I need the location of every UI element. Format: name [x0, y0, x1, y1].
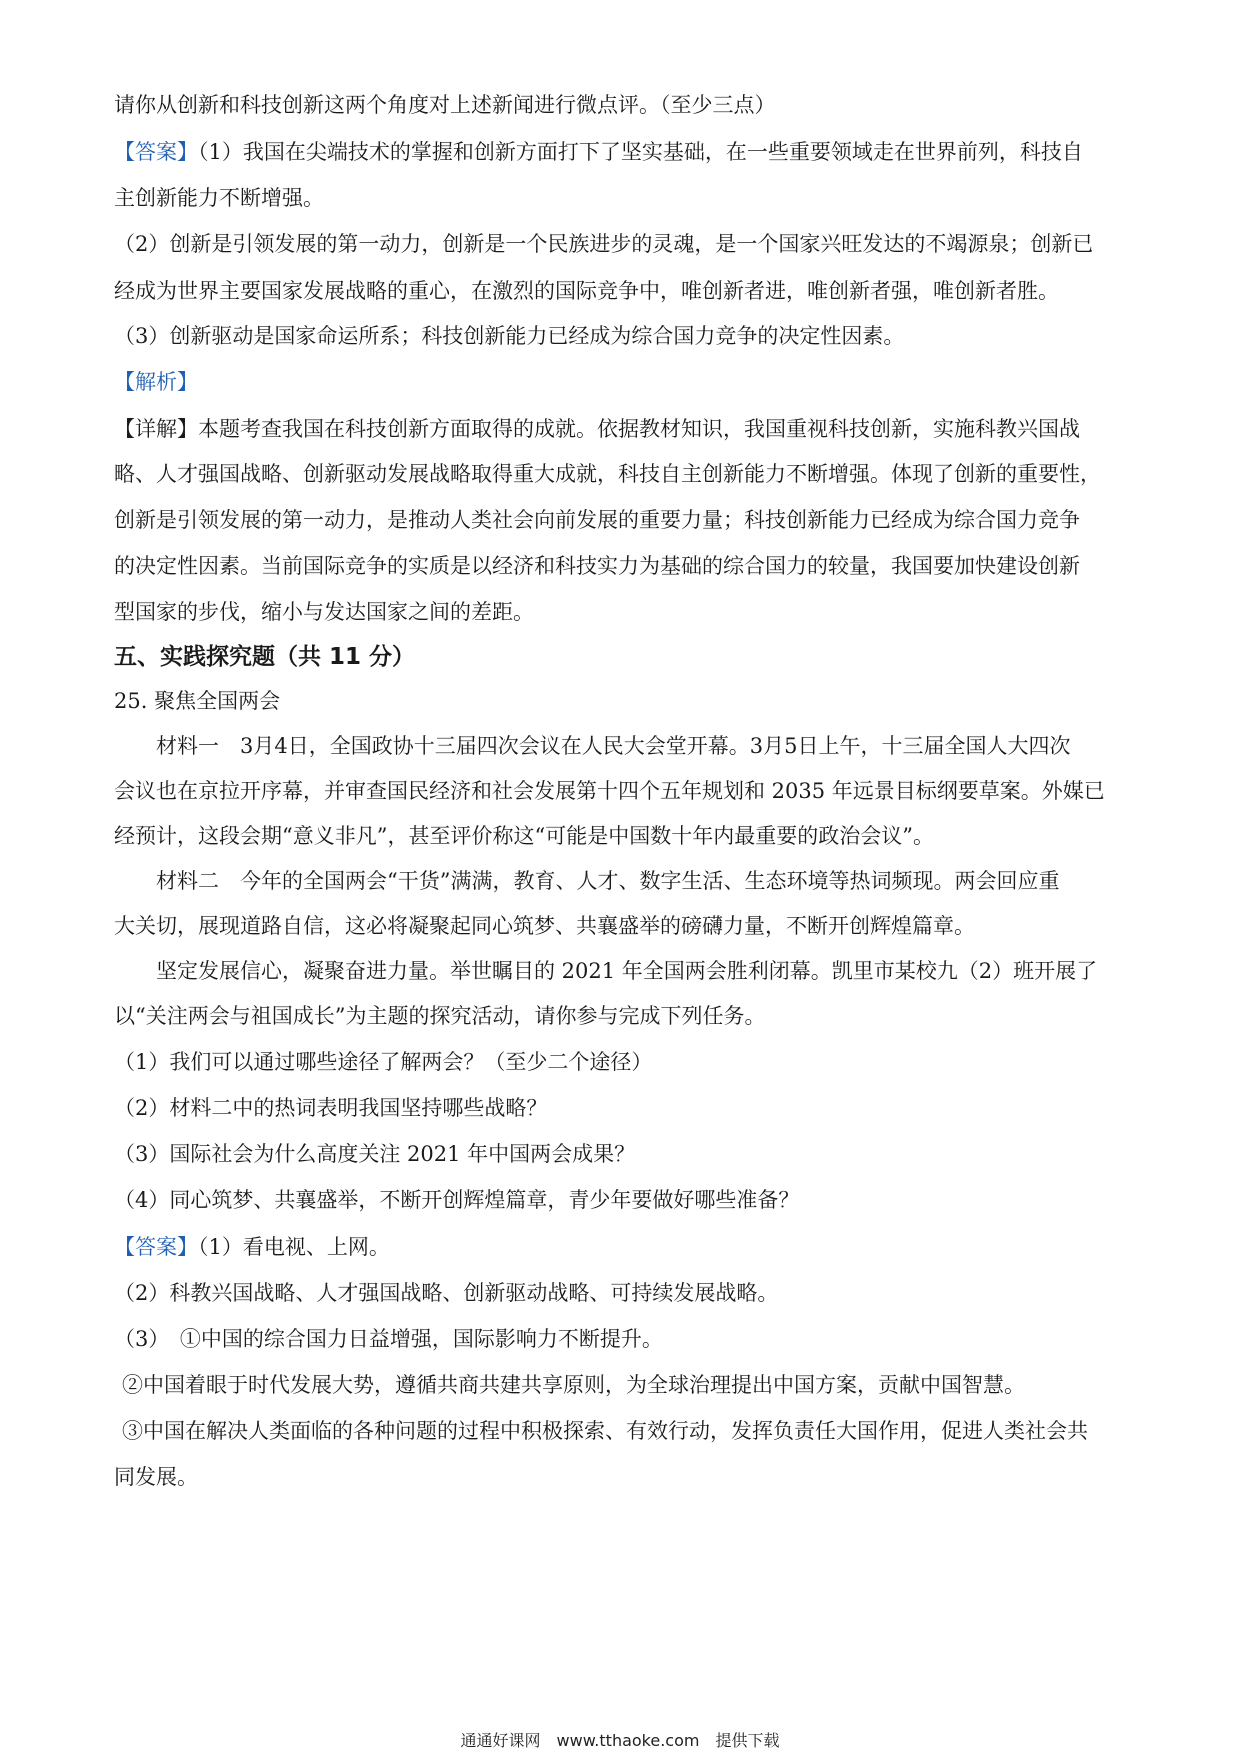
sub-question: （1）我们可以通过哪些途径了解两会？（至少二个途径）	[114, 1050, 653, 1074]
answer-line: （2）创新是引领发展的第一动力，创新是一个民族进步的灵魂，是一个国家兴旺发达的不竭源泉；创新已	[114, 232, 1094, 256]
material-line: 材料二 今年的全国两会“干货”满满，教育、人才、数字生活、生态环境等热词频现。两会回应重	[156, 869, 1060, 893]
sub-question: （3）国际社会为什么高度关注 2021 年中国两会成果？	[114, 1142, 636, 1166]
sub-question: （2）材料二中的热词表明我国坚持哪些战略？	[114, 1096, 548, 1120]
answer-line	[114, 137, 1130, 167]
answer-line: ②中国着眼于时代发展大势，遵循共商共建共享原则，为全球治理提出中国方案，贡献中国智慧。	[122, 1373, 1025, 1397]
answer-line: 同发展。	[114, 1465, 198, 1489]
material-line: 会议也在京拉开序幕，并审查国民经济和社会发展第十四个五年规划和 2035 年远景目标纲要草案。外媒已	[114, 779, 1105, 803]
detail-line: 型国家的步伐，缩小与发达国家之间的差距。	[114, 600, 534, 624]
material-line: 坚定发展信心，凝聚奋进力量。举世瞩目的 2021 年全国两会胜利闭幕。凯里市某校九（2）班开展了	[156, 959, 1098, 983]
question-prompt: 请你从创新和科技创新这两个角度对上述新闻进行微点评。（至少三点）	[114, 93, 776, 117]
question-title: 25. 聚焦全国两会	[114, 689, 281, 713]
answer-line: 主创新能力不断增强。	[114, 186, 324, 210]
answer-text: （1）看电视、上网。	[198, 1235, 390, 1259]
answer-tag: 【答案】	[114, 140, 198, 164]
sub-question: （4）同心筑梦、共襄盛举，不断开创辉煌篇章，青少年要做好哪些准备？	[114, 1188, 800, 1212]
answer-line: （2）科教兴国战略、人才强国战略、创新驱动战略、可持续发展战略。	[114, 1281, 779, 1305]
detail-line: 创新是引领发展的第一动力，是推动人类社会向前发展的重要力量；科技创新能力已经成为综合国力竞争	[114, 508, 1080, 532]
answer-line: 经成为世界主要国家发展战略的重心，在激烈的国际竞争中，唯创新者进，唯创新者强，唯创新者胜。	[114, 279, 1059, 303]
material-line: 以“关注两会与祖国成长”为主题的探究活动，请你参与完成下列任务。	[114, 1004, 766, 1028]
answer-line: ③中国在解决人类面临的各种问题的过程中积极探索、有效行动，发挥负责任大国作用，促进人类社会共	[122, 1419, 1088, 1443]
material-line: 经预计，这段会期“意义非凡”，甚至评价称这“可能是中国数十年内最重要的政治会议”。	[114, 824, 934, 848]
analysis-tag: 【解析】	[114, 370, 198, 394]
answer-line: （3） ①中国的综合国力日益增强，国际影响力不断提升。	[114, 1327, 663, 1351]
page-footer: 通通好课网 www.tthaoke.com 提供下载	[460, 1731, 780, 1750]
detail-line: 的决定性因素。当前国际竞争的实质是以经济和科技实力为基础的综合国力的较量，我国要加快建设创新	[114, 554, 1080, 578]
answer-line	[114, 1232, 1130, 1262]
answer-line: （3）创新驱动是国家命运所系；科技创新能力已经成为综合国力竞争的决定性因素。	[114, 324, 905, 348]
answer-tag: 【答案】	[114, 1235, 198, 1259]
section-heading: 五、实践探究题（共 11 分）	[114, 644, 416, 670]
material-line: 大关切，展现道路自信，这必将凝聚起同心筑梦、共襄盛举的磅礴力量，不断开创辉煌篇章。	[114, 914, 975, 938]
answer-text: （1）我国在尖端技术的掌握和创新方面打下了坚实基础，在一些重要领域走在世界前列，科技自	[198, 140, 1083, 164]
detail-line: 略、人才强国战略、创新驱动发展战略取得重大成就，科技自主创新能力不断增强。体现了创新的重要性，	[114, 462, 1101, 486]
detail-line: 【详解】本题考查我国在科技创新方面取得的成就。依据教材知识，我国重视科技创新，实施科教兴国战	[114, 417, 1080, 441]
material-line: 材料一 3月4日，全国政协十三届四次会议在人民大会堂开幕。3月5日上午，十三届全国人大四次	[156, 734, 1071, 758]
